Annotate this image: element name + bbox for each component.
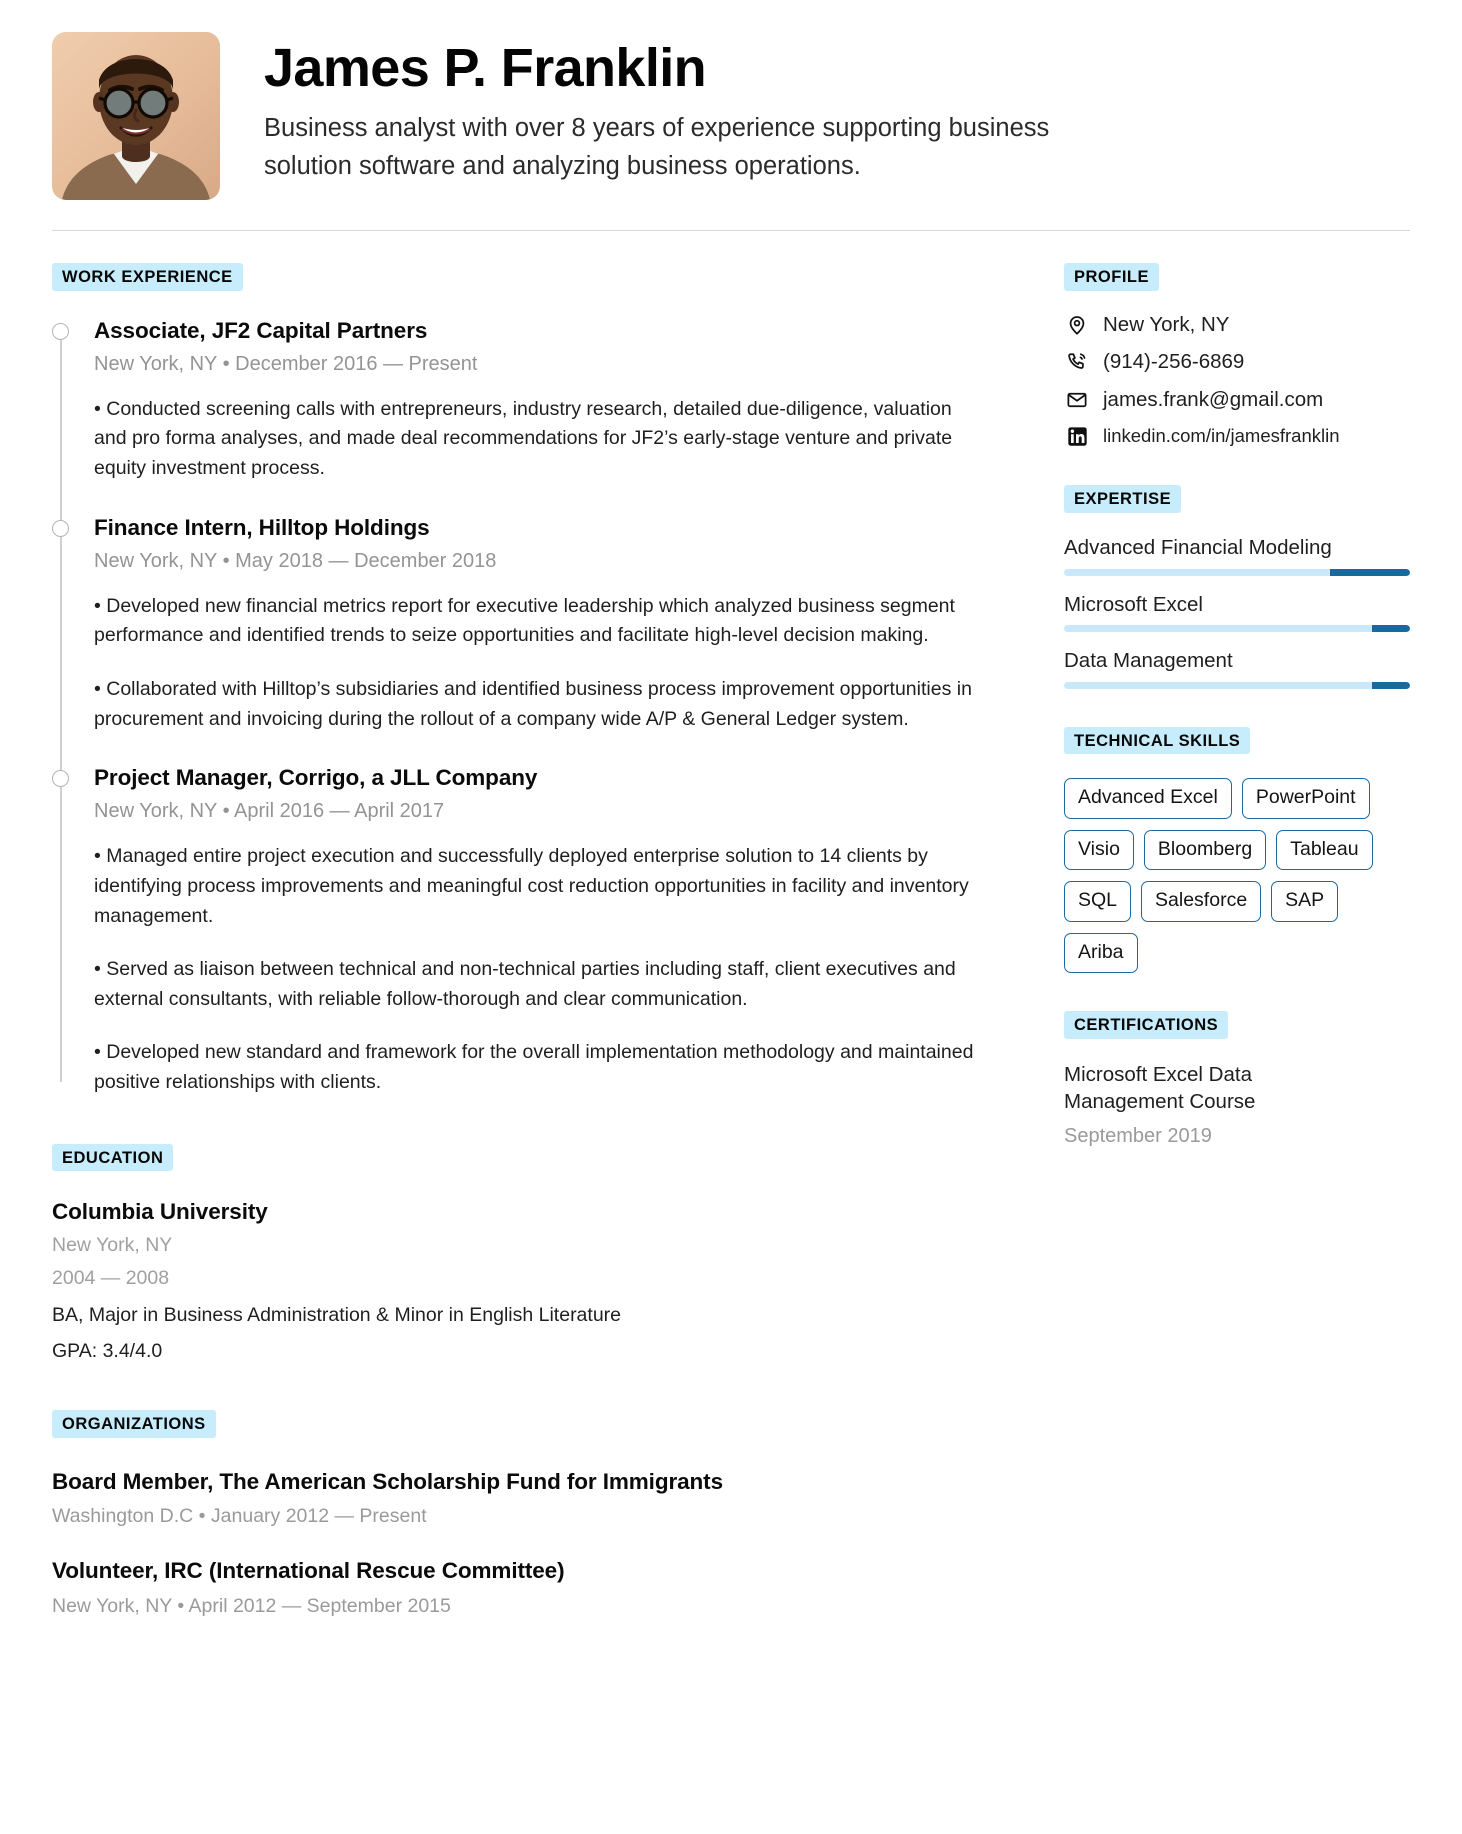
section-profile: [1064, 263, 1410, 447]
job-bullet: • Collaborated with Hilltop’s subsidiaries and identified business process improvement opportunities in procurement and invoicing during the rollout of a company wide A/P & General Ledger system.: [94, 677, 972, 730]
expertise-bar-track: [1064, 569, 1410, 576]
education-years: 2004 — 2008: [52, 1267, 170, 1290]
expertise-item: [1064, 535, 1410, 576]
resume-body: [0, 263, 1462, 1619]
certification-name: Microsoft Excel Data Management Course: [1064, 1062, 1256, 1113]
job-bullets: [94, 592, 1012, 735]
job-bullets: [94, 842, 1012, 1097]
job-bullet: • Developed new financial metrics report for executive leadership which analyzed business segment performance and identified trends to seize opportunities and facilitate high-level decision making.: [94, 594, 955, 647]
job-bullet: • Conducted screening calls with entrepreneurs, industry research, detailed due-diligence, valuation and pro forma analyses, and made deal recommendations for JF2’s early-stage venture and private equity investment process.: [94, 397, 953, 479]
page-title: James P. Franklin: [264, 38, 707, 98]
expertise-list: [1064, 535, 1410, 689]
section-heading-organizations: ORGANIZATIONS: [52, 1410, 216, 1438]
job-bullets: [94, 395, 1012, 484]
section-heading-expertise: EXPERTISE: [1064, 485, 1181, 513]
contact-email: james.frank@gmail.com: [1103, 387, 1324, 411]
contact-list: [1064, 313, 1410, 448]
header-tagline: Business analyst with over 8 years of experience supporting business solution software and analyzing business operations.: [264, 114, 1050, 181]
education-location: New York, NY: [52, 1234, 173, 1257]
timeline-dot-icon: [52, 520, 69, 537]
certification-date: September 2019: [1064, 1124, 1212, 1147]
section-expertise: [1064, 485, 1410, 688]
job-title: Finance Intern, Hilltop Holdings: [94, 514, 430, 540]
expertise-bar-fill: [1330, 569, 1410, 576]
expertise-bar-fill: [1372, 625, 1410, 632]
expertise-label: Microsoft Excel: [1064, 592, 1203, 616]
job-bullet: • Developed new standard and framework for the overall implementation methodology and maintained positive relationships with clients.: [94, 1041, 974, 1093]
expertise-label: Data Management: [1064, 649, 1233, 673]
skill-chip: Visio: [1064, 830, 1134, 870]
section-heading-education: EDUCATION: [52, 1144, 173, 1172]
organization-entry: [52, 1468, 1012, 1529]
timeline-dot-icon: [52, 323, 69, 340]
right-sidebar: [1052, 263, 1410, 1187]
job-meta: New York, NY • December 2016 — Present: [94, 352, 478, 375]
job-entry: [94, 317, 1012, 484]
header-text-block: [220, 32, 1410, 186]
resume-header: [0, 0, 1462, 200]
skill-chip: Salesforce: [1141, 881, 1261, 921]
organization-entry: [52, 1557, 1012, 1618]
skill-chip: PowerPoint: [1242, 778, 1370, 818]
avatar: [52, 32, 220, 200]
education-gpa: GPA: 3.4/4.0: [52, 1340, 163, 1363]
contact-location: New York, NY: [1103, 312, 1230, 336]
organization-meta: New York, NY • April 2012 — September 2015: [52, 1594, 451, 1617]
expertise-bar-fill: [1372, 682, 1410, 689]
skill-chip: Bloomberg: [1144, 830, 1266, 870]
skill-chip: Tableau: [1276, 830, 1372, 870]
organization-title: Board Member, The American Scholarship Fund for Immigrants: [52, 1468, 723, 1494]
organization-meta: Washington D.C • January 2012 — Present: [52, 1505, 427, 1528]
section-heading-profile: PROFILE: [1064, 263, 1159, 291]
skill-chip: SQL: [1064, 881, 1131, 921]
section-heading-certifications: CERTIFICATIONS: [1064, 1011, 1228, 1039]
section-certifications: [1064, 1011, 1410, 1149]
linkedin-icon: [1064, 426, 1090, 447]
job-bullet: • Managed entire project execution and successfully deployed enterprise solution to 14 clients by identifying process improvements and meaningful cost reduction opportunities in facility and inventory management.: [94, 845, 969, 927]
contact-phone: (914)-256-6869: [1103, 350, 1245, 374]
timeline-dot-icon: [52, 770, 69, 787]
section-heading-work-experience: WORK EXPERIENCE: [52, 263, 243, 291]
skill-chip-list: [1064, 778, 1384, 973]
education-degree: BA, Major in Business Administration & Minor in English Literature: [52, 1303, 622, 1326]
job-title: Project Manager, Corrigo, a JLL Company: [94, 765, 538, 791]
envelope-icon: [1064, 389, 1090, 411]
map-pin-icon: [1064, 314, 1090, 336]
expertise-bar-track: [1064, 625, 1410, 632]
header-divider: [52, 230, 1410, 231]
contact-row-phone[interactable]: [1064, 350, 1410, 375]
section-education: [52, 1144, 1012, 1365]
left-column: [52, 263, 1052, 1619]
job-title: Associate, JF2 Capital Partners: [94, 317, 428, 343]
job-entry: [94, 764, 1012, 1098]
education-school: Columbia University: [52, 1199, 268, 1225]
expertise-bar-track: [1064, 682, 1410, 689]
contact-row-linkedin[interactable]: [1064, 425, 1410, 447]
job-meta: New York, NY • May 2018 — December 2018: [94, 549, 497, 572]
job-meta: New York, NY • April 2016 — April 2017: [94, 800, 445, 823]
organization-title: Volunteer, IRC (International Rescue Committee): [52, 1558, 565, 1584]
expertise-item: [1064, 648, 1410, 689]
contact-linkedin: linkedin.com/in/jamesfranklin: [1103, 425, 1340, 447]
job-entry: [94, 514, 1012, 735]
section-work-experience: [52, 263, 1012, 1098]
expertise-label: Advanced Financial Modeling: [1064, 535, 1332, 559]
skill-chip: Ariba: [1064, 933, 1138, 973]
expertise-item: [1064, 592, 1410, 633]
section-organizations: [52, 1410, 1012, 1618]
skill-chip: SAP: [1271, 881, 1338, 921]
work-timeline: [52, 317, 1012, 1098]
section-heading-technical-skills: TECHNICAL SKILLS: [1064, 727, 1250, 755]
contact-row-location: [1064, 313, 1410, 338]
job-bullet: • Served as liaison between technical and non-technical parties including staff, client executives and external consultants, with reliable follow-thorough and clear communication.: [94, 958, 956, 1010]
skill-chip: Advanced Excel: [1064, 778, 1232, 818]
phone-icon: [1064, 351, 1090, 373]
section-technical-skills: [1064, 727, 1410, 973]
contact-row-email[interactable]: [1064, 388, 1410, 413]
